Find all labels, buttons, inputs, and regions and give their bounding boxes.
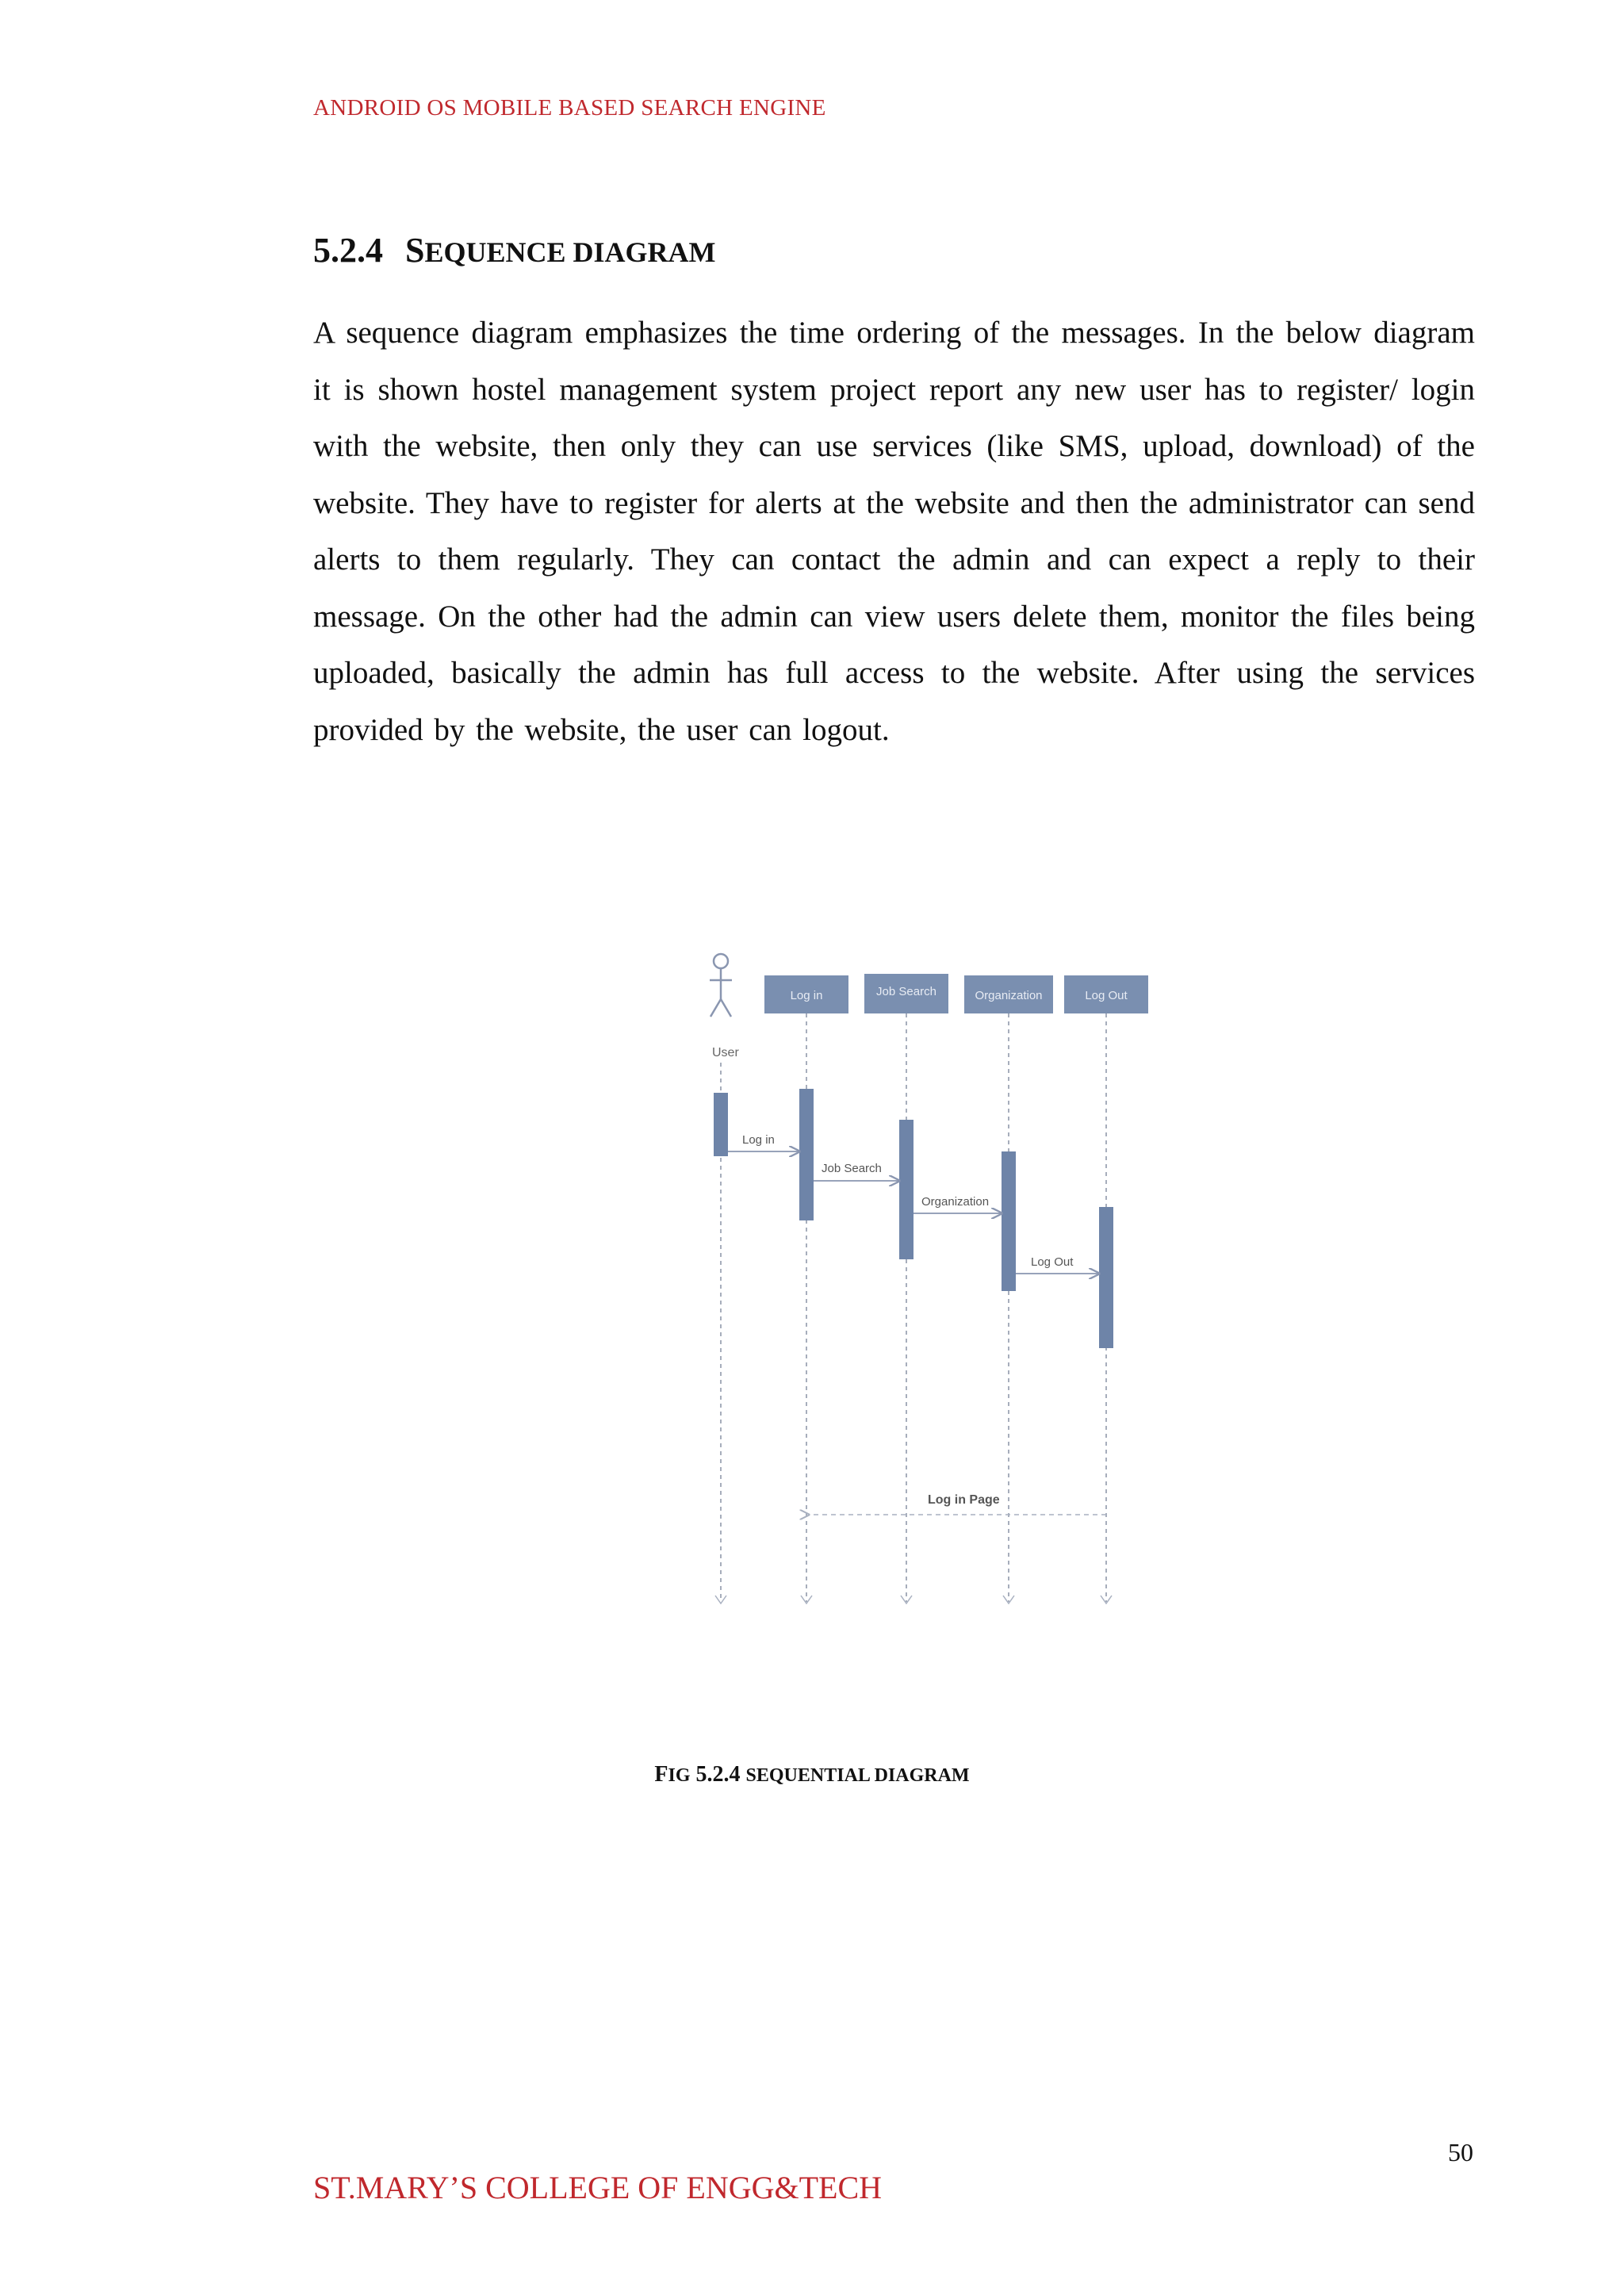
section-title-rest: EQUENCE DIAGRAM bbox=[424, 236, 716, 268]
running-header: ANDROID OS MOBILE BASED SEARCH ENGINE bbox=[313, 95, 826, 121]
activation-logout bbox=[1099, 1207, 1113, 1348]
message-label-logout: Log Out bbox=[1031, 1255, 1074, 1269]
object-organization-label: Organization bbox=[975, 989, 1043, 1002]
message-label-job-search: Job Search bbox=[822, 1162, 882, 1175]
section-number: 5.2.4 bbox=[313, 231, 383, 270]
caption-initial: F bbox=[654, 1762, 668, 1787]
actor-label: User bbox=[712, 1046, 739, 1059]
lifeline-end-organization bbox=[1003, 1596, 1014, 1603]
lifeline-end-login bbox=[801, 1596, 812, 1603]
object-login-label: Log in bbox=[790, 989, 823, 1002]
object-login bbox=[764, 975, 848, 1013]
caption-title: SEQUENTIAL DIAGRAM bbox=[745, 1765, 970, 1786]
caption-fig: IG bbox=[668, 1765, 691, 1786]
object-organization bbox=[964, 975, 1053, 1013]
activation-user bbox=[714, 1093, 728, 1156]
activation-organization bbox=[1002, 1151, 1016, 1291]
page-number: 50 bbox=[1448, 2138, 1473, 2167]
object-job-search bbox=[864, 974, 948, 1013]
object-logout bbox=[1064, 975, 1148, 1013]
sequence-diagram bbox=[698, 936, 1166, 1618]
sequence-diagram-figure bbox=[698, 936, 1166, 1618]
lifeline-end-logout bbox=[1101, 1596, 1112, 1603]
return-message-label: Log in Page bbox=[928, 1493, 1000, 1507]
running-footer: ST.MARY’S COLLEGE OF ENGG&TECH bbox=[313, 2170, 883, 2205]
section-heading bbox=[313, 230, 716, 270]
activation-login bbox=[799, 1089, 814, 1220]
object-job-search-label: Job Search bbox=[876, 985, 936, 998]
caption-number: 5.2.4 bbox=[695, 1762, 741, 1787]
object-logout-label: Log Out bbox=[1085, 989, 1128, 1002]
activation-job-search bbox=[899, 1120, 914, 1259]
section-title-initial: S bbox=[405, 231, 425, 270]
message-label-login: Log in bbox=[742, 1133, 775, 1147]
user-actor-icon bbox=[710, 954, 732, 1017]
body-paragraph: A sequence diagram emphasizes the time ordering of the messages. In the below diagram it is shown hostel management system project report any new user has to register/ login with the website, then only they can use services (like SMS, upload, download) of the website. They have to register for alerts at the website and then the administrator can send alerts to them regularly. They can contact the admin and can expect a reply to their message. On the other had the admin can view users delete them, monitor the files being uploaded, basically the admin has full access to the website. After using the services provided by the website, the user can logout. bbox=[313, 316, 1475, 747]
figure-caption bbox=[0, 1762, 1624, 1787]
lifeline-end-job-search bbox=[901, 1596, 912, 1603]
message-label-organization: Organization bbox=[921, 1195, 990, 1209]
